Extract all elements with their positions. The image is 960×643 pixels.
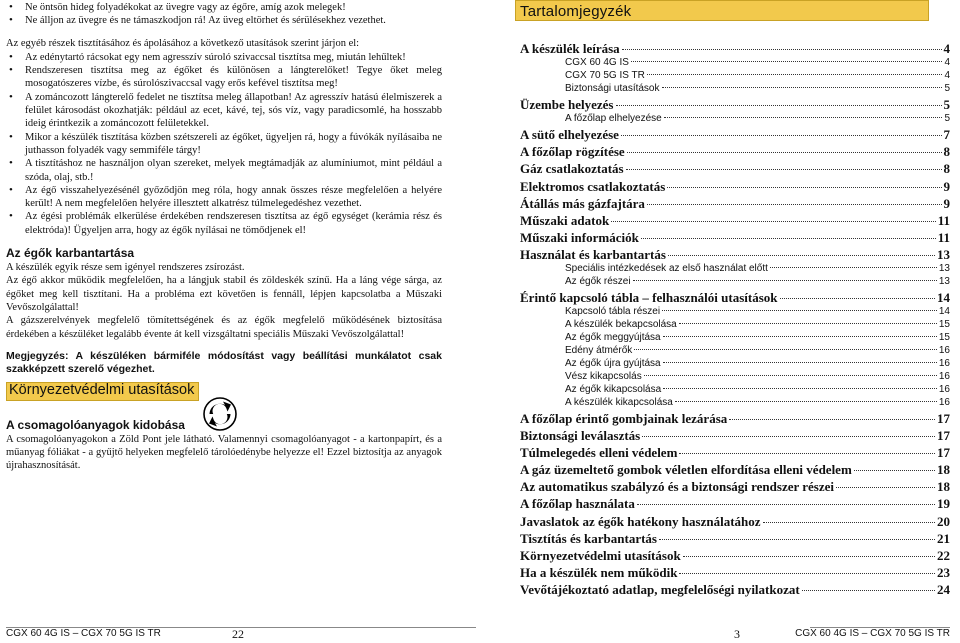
page-number: 22 — [232, 627, 244, 641]
toc-entry-title: Vevőtájékoztató adatlap, megfelelőségi nyilatkozat — [520, 582, 800, 598]
toc-page-number: 9 — [943, 178, 950, 194]
toc-subentry[interactable] — [565, 319, 950, 332]
toc-page-number: 18 — [937, 462, 950, 478]
toc-dot-leader — [663, 362, 937, 363]
toc-subentry[interactable] — [565, 70, 950, 83]
toc-page-number: 8 — [943, 144, 950, 160]
toc-entry[interactable] — [520, 40, 950, 57]
packaging-heading: A csomagolóanyagok kidobása — [6, 417, 185, 432]
burners-paragraph: Az égő akkor működik megfelelően, ha a lángjuk stabil és zöldeskék színű. Ha a láng vége sárga, az égőket meg kell tisztítani. Ha a probléma ezt követően is fennáll, lépjen kapcsolatba a Műszaki Vevőszolgálattal! — [6, 275, 442, 313]
toc-dot-leader — [631, 61, 943, 62]
toc-entry-title: Az automatikus szabályzó és a biztonsági rendszer részei — [520, 479, 835, 495]
toc-entry[interactable] — [520, 289, 950, 306]
toc-dot-leader — [780, 298, 935, 299]
toc-entry[interactable] — [520, 461, 950, 478]
toc-entry-title: Műszaki adatok — [520, 212, 610, 228]
toc-subentry[interactable] — [565, 83, 950, 96]
toc-page-number: 15 — [938, 332, 950, 344]
toc-page-number: 4 — [944, 57, 950, 69]
toc-page-number: 23 — [937, 565, 950, 581]
toc-entry-title: Elektromos csatlakoztatás — [520, 178, 666, 194]
toc-dot-leader — [662, 87, 943, 88]
toc-page-number: 5 — [943, 96, 950, 112]
toc-dot-leader — [641, 238, 936, 239]
toc-entry[interactable] — [520, 581, 950, 598]
page-number: 3 — [734, 627, 740, 641]
toc-subentry[interactable] — [565, 345, 950, 358]
toc-entry[interactable] — [520, 160, 950, 177]
toc-entry-title: A gáz üzemeltető gombok véletlen elfordítása elleni védelem — [520, 462, 852, 478]
toc-entry-title: Műszaki információk — [520, 230, 639, 246]
toc-dot-leader — [662, 310, 937, 311]
list-item: • A tisztításhoz ne használjon olyan szereket, melyek megtámadják az alumíniumot, mint például a szóda, olaj, stb.! — [6, 157, 442, 184]
toc-dot-leader — [729, 419, 935, 420]
toc-subentry[interactable] — [565, 306, 950, 319]
toc-dot-leader — [626, 169, 942, 170]
toc-entry-title: CGX 70 5G IS TR — [565, 70, 645, 82]
toc-dot-leader — [675, 401, 937, 402]
toc-entry[interactable] — [520, 246, 950, 263]
toc-dot-leader — [683, 556, 935, 557]
toc-subentry[interactable] — [565, 371, 950, 384]
toc-entry-title: Az égők újra gyújtása — [565, 357, 661, 369]
toc-subentry[interactable] — [565, 276, 950, 289]
toc-entry-title: Kapcsoló tábla részei — [565, 306, 661, 318]
toc-entry-title: A főzőlap érintő gombjainak lezárása — [520, 410, 728, 426]
toc-page-number: 8 — [943, 161, 950, 177]
toc-dot-leader — [854, 470, 935, 471]
toc-subentry[interactable] — [565, 263, 950, 276]
toc-dot-leader — [611, 221, 935, 222]
toc-entry[interactable] — [520, 513, 950, 530]
toc-dot-leader — [642, 436, 935, 437]
list-item: • A zománcozott lángterelő fedelet ne tisztítsa meleg állapotban! Az agresszív hatású élelmiszerek a felület károsodást okozhatják: például az ecet, kávé, tej, sós víz, vagy paradicsomlé, ha hosszabb ideig érintkezik a zománcozott felületekkel. — [6, 91, 442, 131]
toc-page-number: 5 — [944, 82, 950, 94]
toc-entry-title: Tisztítás és karbantartás — [520, 530, 657, 546]
toc-page-number: 7 — [943, 126, 950, 142]
toc-dot-leader — [679, 573, 935, 574]
list-item: • Az égő visszahelyezésénél győződjön meg róla, hogy annak összes része megfelelően a helyére került! A nem megfelelően helyére illesztett alkatrész túlmelegedéshez vezethet. — [6, 184, 442, 211]
toc-entry-title: A készülék leírása — [520, 41, 620, 56]
toc-dot-leader — [836, 487, 935, 488]
cleaning-intro: Az egyéb részek tisztításához és ápolásához a következő utasítások szerint járjon el: — [6, 37, 360, 49]
toc-entry-title: Javaslatok az égők hatékony használatához — [520, 513, 761, 529]
toc-page-number: 9 — [943, 195, 950, 211]
right-page — [480, 0, 960, 643]
note-paragraph: Megjegyzés: A készüléken bármiféle módosítást vagy beállítási munkálatot csak szakképzett szerelő végezhet. — [6, 349, 442, 376]
toc-page-number: 13 — [938, 263, 950, 275]
toc-dot-leader — [679, 323, 937, 324]
toc-entry[interactable] — [520, 212, 950, 229]
toc-entry-title: Edény átmérők — [565, 345, 633, 357]
toc-subentry[interactable] — [565, 358, 950, 371]
toc-dot-leader — [627, 152, 942, 153]
toc-entry-title: Túlmelegedés elleni védelem — [520, 444, 678, 460]
toc-page-number: 16 — [938, 370, 950, 382]
toc-entry-title: Biztonsági leválasztás — [520, 427, 641, 443]
toc-dot-leader — [647, 204, 942, 205]
toc-title: Tartalomjegyzék — [515, 0, 929, 21]
toc-entry[interactable] — [520, 126, 950, 143]
toc-entry-title: CGX 60 4G IS — [565, 57, 629, 69]
recycle-green-dot-icon — [203, 397, 237, 431]
toc-page-number: 13 — [937, 247, 950, 263]
toc-entry-title: Átállás más gázfajtára — [520, 195, 645, 211]
table-of-contents — [520, 40, 950, 599]
toc-page-number: 15 — [938, 319, 950, 331]
toc-entry[interactable] — [520, 564, 950, 581]
toc-dot-leader — [621, 135, 942, 136]
toc-dot-leader — [634, 349, 937, 350]
cleaning-bullet-list — [6, 51, 442, 237]
toc-page-number: 4 — [943, 41, 950, 56]
toc-page-number: 20 — [937, 513, 950, 529]
toc-dot-leader — [667, 187, 941, 188]
toc-page-number: 21 — [937, 530, 950, 546]
toc-entry[interactable] — [520, 143, 950, 160]
toc-entry[interactable] — [520, 478, 950, 495]
toc-entry[interactable] — [520, 96, 950, 113]
toc-page-number: 16 — [938, 345, 950, 357]
packaging-heading-row — [6, 410, 442, 433]
toc-dot-leader — [663, 388, 937, 389]
toc-entry-title: A készülék bekapcsolása — [565, 319, 677, 331]
toc-entry-title: Gáz csatlakoztatás — [520, 161, 624, 177]
toc-entry-title: Az égők meggyújtása — [565, 332, 661, 344]
footer-model: CGX 60 4G IS – CGX 70 5G IS TR — [6, 628, 161, 639]
toc-entry-title: Biztonsági utasítások — [565, 82, 660, 94]
toc-dot-leader — [679, 453, 935, 454]
toc-dot-leader — [616, 105, 942, 106]
toc-dot-leader — [664, 117, 943, 118]
toc-entry[interactable] — [520, 178, 950, 195]
toc-entry-title: A készülék kikapcsolása — [565, 396, 673, 408]
toc-page-number: 14 — [938, 306, 950, 318]
toc-entry-title: Az égők kikapcsolása — [565, 383, 662, 395]
toc-page-number: 17 — [937, 410, 950, 426]
toc-entry-title: Érintő kapcsoló tábla – felhasználói utasítások — [520, 290, 778, 306]
toc-subentry[interactable] — [565, 113, 950, 126]
toc-entry-title: A főzőlap használata — [520, 496, 635, 512]
toc-dot-leader — [663, 336, 937, 337]
toc-page-number: 19 — [937, 496, 950, 512]
toc-page-number: 16 — [938, 357, 950, 369]
toc-dot-leader — [802, 590, 935, 591]
list-item: • Az edénytartó rácsokat egy nem agresszív súroló szivaccsal tisztítsa meg, miután lehűltek! — [6, 51, 442, 64]
toc-page-number: 5 — [944, 113, 950, 125]
toc-dot-leader — [770, 267, 937, 268]
toc-dot-leader — [647, 74, 943, 75]
left-column — [6, 1, 442, 473]
toc-entry-title: A főzőlap rögzítése — [520, 144, 625, 160]
toc-dot-leader — [659, 539, 935, 540]
toc-entry[interactable] — [520, 547, 950, 564]
toc-page-number: 16 — [938, 383, 950, 395]
toc-entry[interactable] — [520, 530, 950, 547]
toc-entry-title: Speciális intézkedések az első használat előtt — [565, 263, 768, 275]
toc-subentry[interactable] — [565, 57, 950, 70]
toc-dot-leader — [622, 49, 942, 50]
toc-entry-title: Használat és karbantartás — [520, 247, 666, 263]
toc-entry[interactable] — [520, 427, 950, 444]
toc-entry[interactable] — [520, 410, 950, 427]
toc-subentry[interactable] — [565, 332, 950, 345]
toc-entry[interactable] — [520, 229, 950, 246]
toc-entry-title: Környezetvédelmi utasítások — [520, 548, 681, 564]
toc-entry-title: A sütő elhelyezése — [520, 126, 619, 142]
toc-page-number: 17 — [937, 427, 950, 443]
toc-dot-leader — [644, 375, 937, 376]
list-item: • Ne öntsön hideg folyadékokat az üvegre vagy az égőre, amíg azok melegek! — [6, 1, 442, 14]
top-bullet-list — [6, 1, 442, 28]
list-item: • Az égési problémák elkerülése érdekében rendszeresen tisztítsa az égő egységet (kerámia rész és elektróda)! Ügyeljen arra, hogy az égők nyílásai ne tömődjenek el! — [6, 210, 442, 237]
toc-page-number: 11 — [937, 230, 950, 246]
toc-subentry[interactable] — [565, 397, 950, 410]
toc-page-number: 18 — [937, 479, 950, 495]
toc-page-number: 22 — [937, 548, 950, 564]
toc-subentry[interactable] — [565, 384, 950, 397]
burners-paragraph: A gázszerelvények megfelelő tömítettségének és az égők megfelelő működésének biztosítása érdekében a készüléket legalább évente át kell vizsgáltatni speciális Műszaki Vevőszolgálattal! — [6, 315, 442, 340]
toc-dot-leader — [763, 522, 935, 523]
list-item: • Rendszeresen tisztítsa meg az égőket és különösen a lángterelőket! Tegye őket meleg mosogatószeres vízbe, és súrolószivaccsal vagy erős kefével tisztítsa meg! — [6, 64, 442, 91]
burners-paragraph: A készülék egyik része sem igényel rendszeres zsírozást. — [6, 262, 245, 274]
toc-entry-title: Ha a készülék nem működik — [520, 565, 678, 581]
toc-page-number: 11 — [937, 212, 950, 228]
toc-entry-title: A főzőlap elhelyezése — [565, 113, 662, 125]
toc-page-number: 14 — [937, 290, 950, 306]
toc-page-number: 16 — [938, 396, 950, 408]
toc-entry-title: Vész kikapcsolás — [565, 370, 642, 382]
toc-page-number: 17 — [937, 444, 950, 460]
toc-page-number: 13 — [938, 276, 950, 288]
toc-dot-leader — [637, 504, 935, 505]
list-item: • Mikor a készülék tisztítása közben szétszereli az égőket, ügyeljen rá, hogy a fúvókák nyílásaiba ne juthasson folyadék vagy semmiféle tárgy! — [6, 131, 442, 158]
toc-entry-title: Üzembe helyezés — [520, 96, 614, 112]
packaging-paragraph: A csomagolóanyagokon a Zöld Pont jele látható. Valamennyi csomagolóanyagot - a kartonpapírt, és a műanyag fóliákat - a gyűjtő helyeken megfelelő tárolóedénybe helyezze el! Ezzel biztosítja az anyagok újrahasznosítását. — [6, 433, 442, 472]
footer-model: CGX 60 4G IS – CGX 70 5G IS TR — [795, 628, 950, 639]
toc-entry-title: Az égők részei — [565, 276, 631, 288]
toc-page-number: 4 — [944, 70, 950, 82]
toc-dot-leader — [668, 255, 935, 256]
toc-entry[interactable] — [520, 195, 950, 212]
toc-dot-leader — [633, 280, 937, 281]
toc-page-number: 24 — [937, 582, 950, 598]
toc-entry[interactable] — [520, 444, 950, 461]
burners-heading: Az égők karbantartása — [6, 246, 135, 261]
toc-entry[interactable] — [520, 495, 950, 512]
list-item: • Ne álljon az üvegre és ne támaszkodjon rá! Az üveg eltörhet és sérülésekhez vezethet. — [6, 14, 442, 27]
environment-banner: Környezetvédelmi utasítások — [6, 382, 199, 400]
